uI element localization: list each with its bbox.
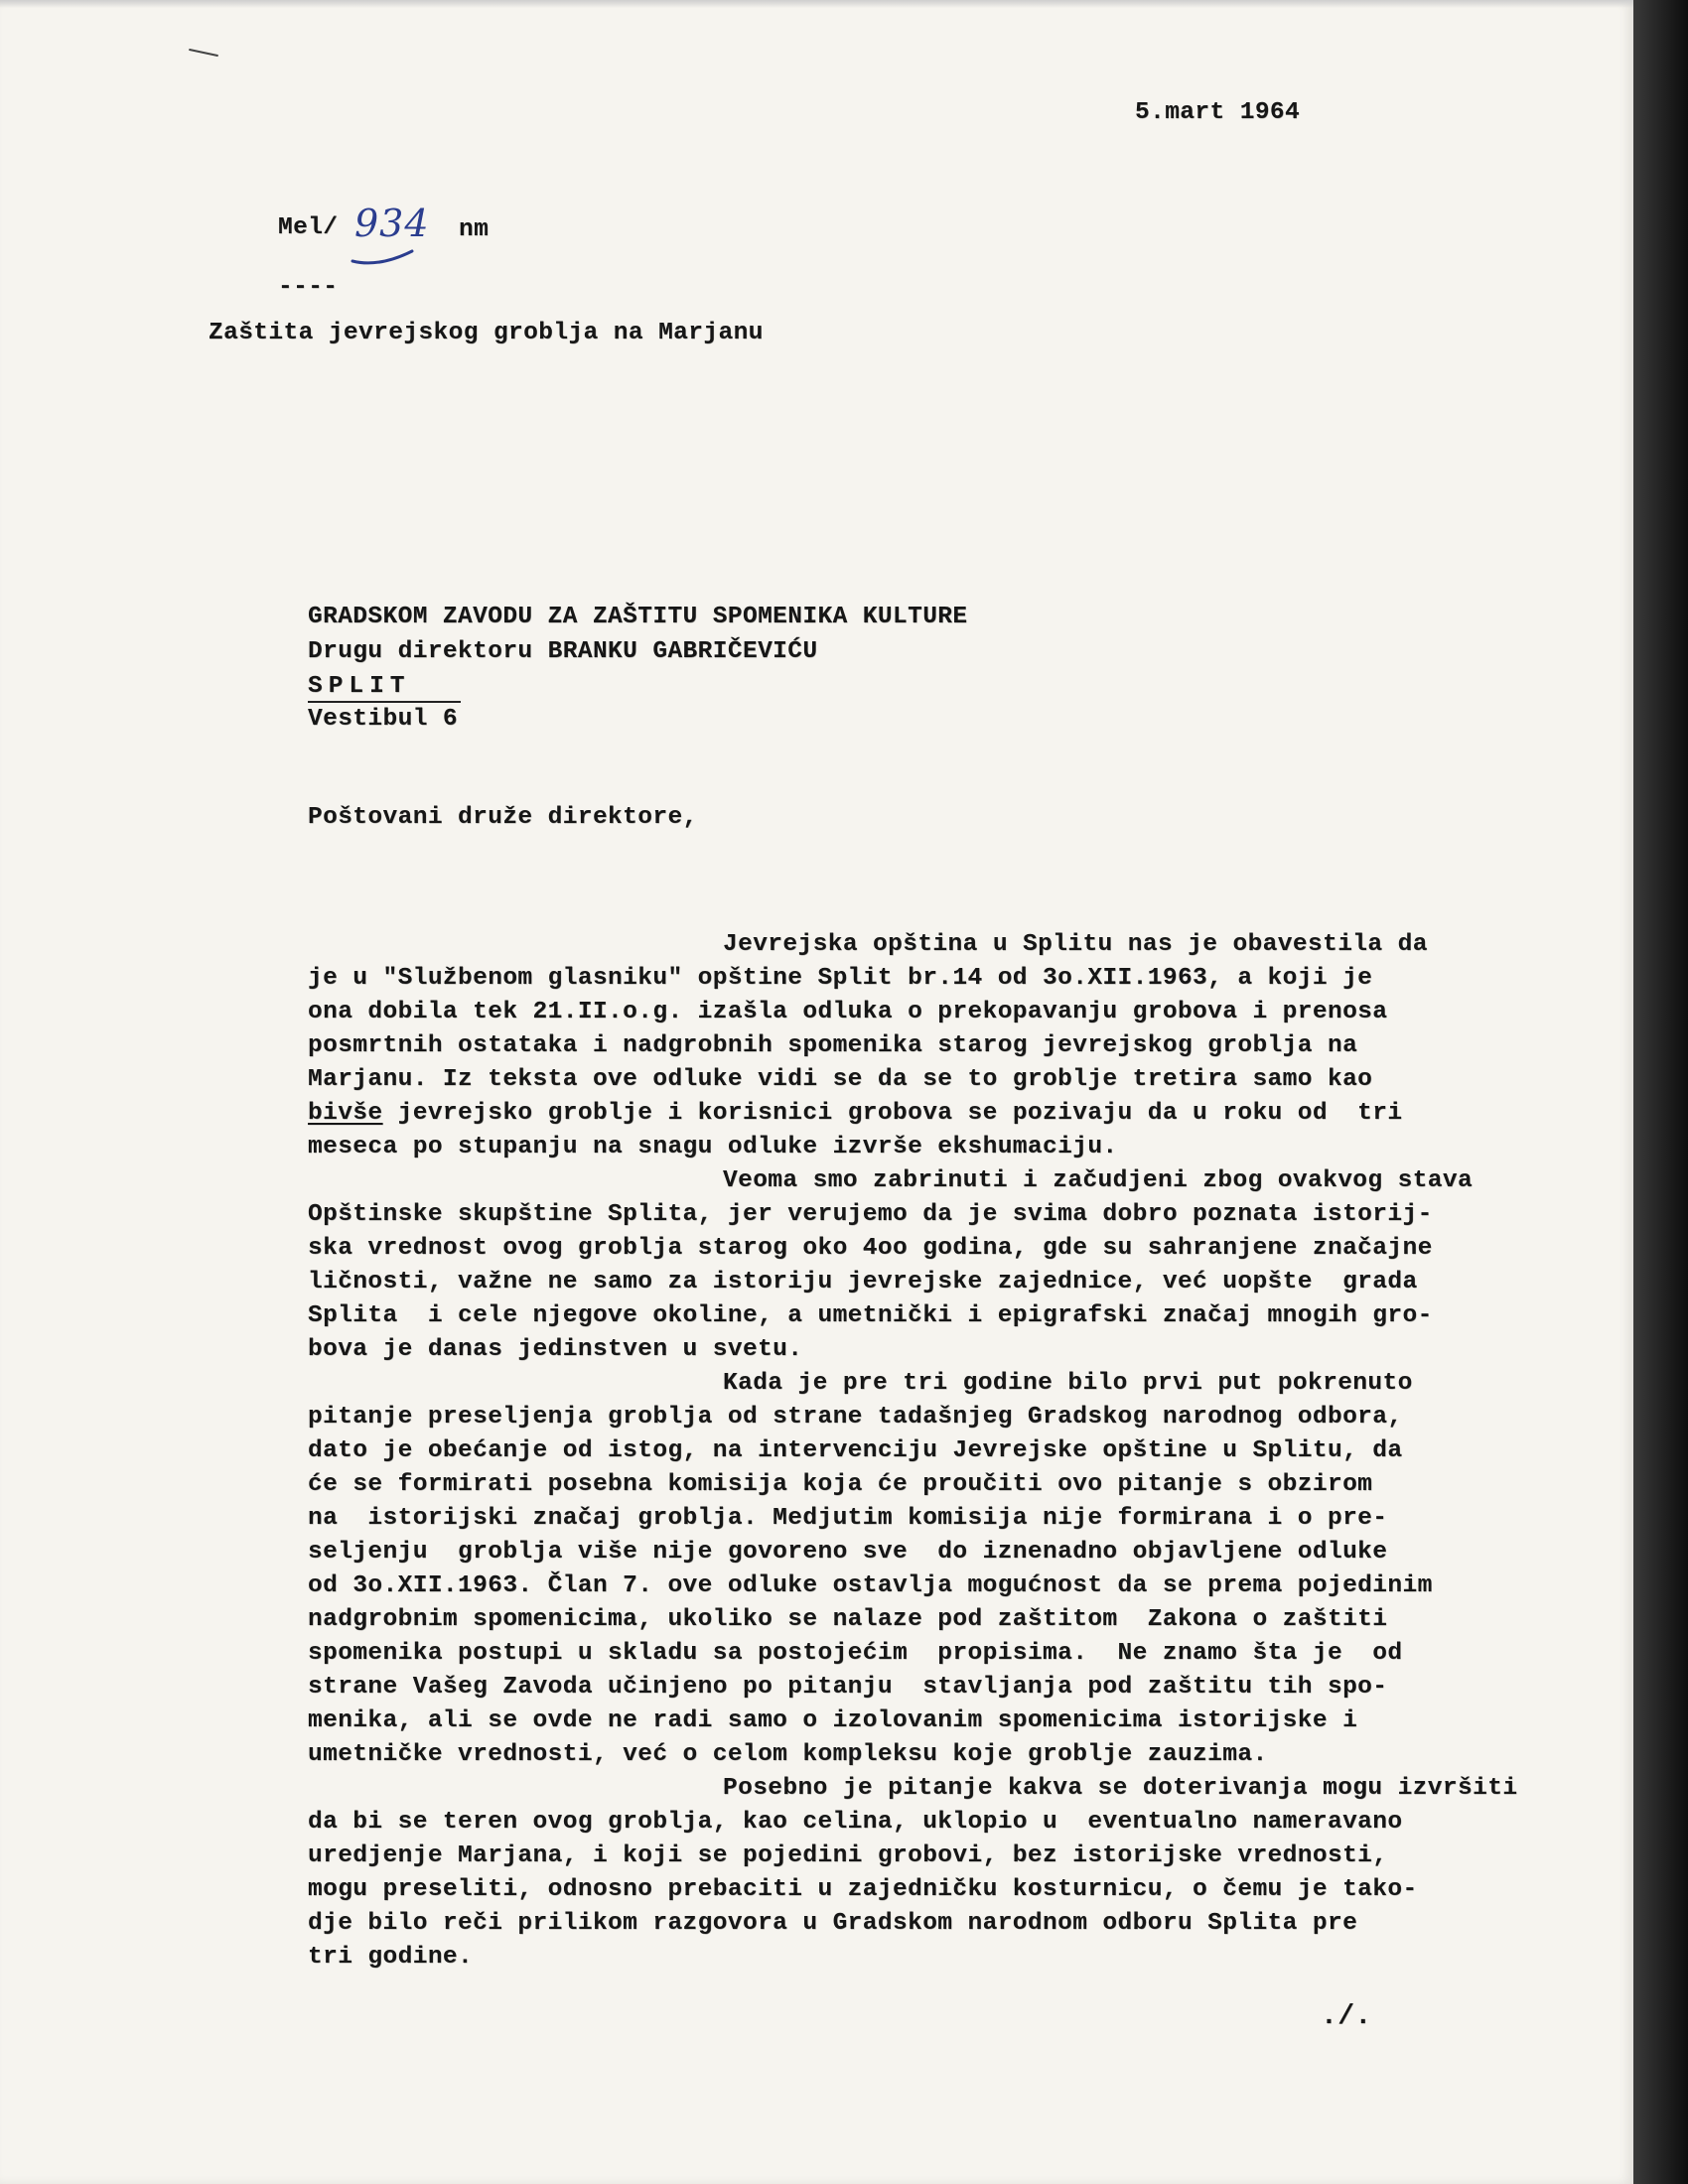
body-line: meseca po stupanju na snagu odluke izvrše ekshumaciju. — [308, 1134, 1118, 1160]
body-line: Opštinske skupštine Splita, jer verujemo da je svima dobro poznata istorij- — [308, 1201, 1433, 1228]
body-line: mogu preseliti, odnosno prebaciti u zajedničku kosturnicu, o čemu je tako- — [308, 1876, 1418, 1903]
body-line: ona dobila tek 21.II.o.g. izašla odluka o prekopavanju grobova i prenosa — [308, 999, 1388, 1025]
recipient-street: Vestibul 6 — [308, 706, 459, 733]
body-line: uredjenje Marjana, i koji se pojedini grobovi, bez istorijske vrednosti, — [308, 1843, 1388, 1869]
body-line: Marjanu. Iz teksta ove odluke vidi se da se to groblje tretira samo kao — [308, 1066, 1373, 1093]
body-line — [308, 1100, 1402, 1127]
body-line: Splita i cele njegove okoline, a umetnički i epigrafski značaj mnogih gro- — [308, 1302, 1433, 1329]
greeting: Poštovani druže direktore, — [308, 804, 698, 831]
continuation-mark: ./. — [1321, 2001, 1372, 2032]
body-line: Kada je pre tri godine bilo prvi put pokrenuto — [723, 1370, 1413, 1397]
recipient-line-1: GRADSKOM ZAVODU ZA ZAŠTITU SPOMENIKA KULTURE — [308, 604, 968, 630]
underlined-word: bivše — [308, 1100, 383, 1127]
body-line: bova je danas jedinstven u svetu. — [308, 1336, 803, 1363]
city-underline — [308, 701, 461, 703]
body-line: ska vrednost ovog groblja starog oko 4oo godina, gde su sahranjene značajne — [308, 1235, 1433, 1262]
body-line: od 3o.XII.1963. Član 7. ove odluke ostavlja mogućnost da se prema pojedinim — [308, 1572, 1433, 1599]
body-line: tri godine. — [308, 1944, 474, 1971]
body-line: dato je obećanje od istog, na intervenciju Jevrejske opštine u Splitu, da — [308, 1437, 1403, 1464]
body-line: Veoma smo zabrinuti i začudjeni zbog ovakvog stava — [723, 1167, 1474, 1194]
scan-edge-shadow — [1633, 0, 1688, 2184]
body-line: posmrtnih ostataka i nadgrobnih spomenika starog jevrejskog groblja na — [308, 1032, 1358, 1059]
body-line: umetničke vrednosti, već o celom kompleksu koje groblje zauzima. — [308, 1741, 1268, 1768]
body-line: Jevrejska opština u Splitu nas je obavestila da — [723, 931, 1428, 958]
body-line: strane Vašeg Zavoda učinjeno po pitanju stavljanja pod zaštitu tih spo- — [308, 1674, 1388, 1701]
recipient-line-2: Drugu direktoru BRANKU GABRIČEVIĆU — [308, 638, 818, 665]
letter-subject: Zaštita jevrejskog groblja na Marjanu — [209, 320, 764, 346]
scan-top-edge — [0, 0, 1633, 8]
body-line: na istorijski značaj groblja. Medjutim komisija nije formirana i o pre- — [308, 1505, 1388, 1532]
body-line: menika, ali se ovde ne radi samo o izolovanim spomenicima istorijske i — [308, 1707, 1358, 1734]
body-line: pitanje preseljenja groblja od strane tadašnjeg Gradskog narodnog odbora, — [308, 1404, 1403, 1431]
pen-mark — [189, 49, 218, 57]
reference-dashes: ---- — [278, 274, 339, 301]
body-line: dje bilo reči prilikom razgovora u Gradskom narodnom odboru Splita pre — [308, 1910, 1358, 1937]
body-line: je u "Službenom glasniku" opštine Split br.14 od 3o.XII.1963, a koji je — [308, 965, 1373, 992]
body-line: ličnosti, važne ne samo za istoriju jevrejske zajednice, već uopšte grada — [308, 1269, 1418, 1296]
recipient-city: SPLIT — [308, 673, 411, 700]
body-line: će se formirati posebna komisija koja će proučiti ovo pitanje s obzirom — [308, 1471, 1373, 1498]
body-line: seljenju groblja više nije govoreno sve do iznenadno objavljene odluke — [308, 1539, 1388, 1566]
body-line: Posebno je pitanje kakva se doterivanja mogu izvršiti — [723, 1775, 1518, 1802]
body-line: nadgrobnim spomenicima, ukoliko se nalaze pod zaštitom Zakona o zaštiti — [308, 1606, 1388, 1633]
body-line-rest: jevrejsko groblje i korisnici grobova se pozivaju da u roku od tri — [382, 1100, 1403, 1127]
handwritten-underline — [349, 247, 418, 267]
reference-suffix: nm — [459, 216, 490, 243]
body-line: da bi se teren ovog groblja, kao celina, uklopio u eventualno nameravano — [308, 1809, 1403, 1836]
handwritten-reference — [354, 202, 430, 245]
body-line: spomenika postupi u skladu sa postojećim propisima. Ne znamo šta je od — [308, 1640, 1403, 1667]
handwritten-reference-number: 934 — [354, 202, 430, 245]
letter-date: 5.mart 1964 — [1135, 99, 1301, 126]
reference-prefix: Mel/ — [278, 214, 339, 241]
